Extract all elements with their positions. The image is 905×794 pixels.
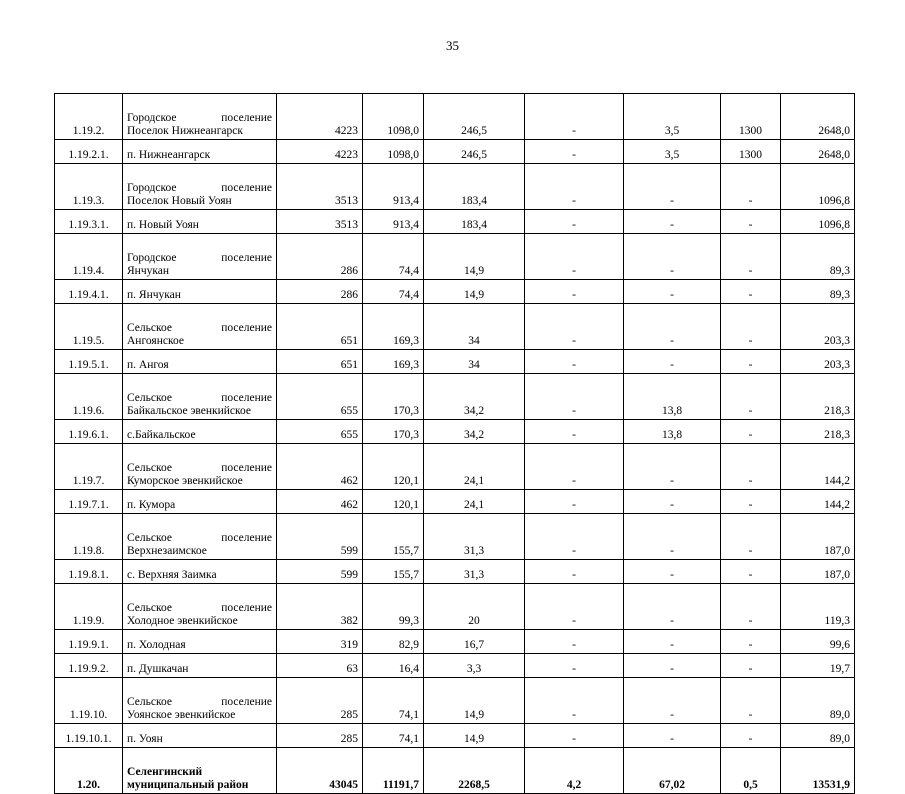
settlement-name-cell — [123, 514, 277, 560]
value-col-2-cell: 14,9 — [424, 280, 525, 304]
row-number-cell: 1.19.8.1. — [55, 560, 123, 584]
value-col-4-cell: - — [624, 630, 721, 654]
total-value-cell: 218,3 — [781, 420, 855, 444]
value-col-5-cell: 1300 — [721, 94, 781, 140]
value-col-4-cell: - — [624, 654, 721, 678]
value-col-1-cell: 1098,0 — [363, 140, 424, 164]
value-col-5-cell: - — [721, 420, 781, 444]
settlement-name-line: п. Душкачан — [127, 663, 189, 675]
population-cell: 651 — [277, 304, 363, 350]
table-body — [55, 94, 855, 794]
settlement-name-line: п. Ангоя — [127, 359, 169, 371]
settlement-name-cell — [123, 164, 277, 210]
value-col-1-cell: 74,4 — [363, 234, 424, 280]
value-col-3-cell: - — [525, 678, 624, 724]
table-row — [55, 210, 855, 234]
name-word: Городское — [127, 112, 177, 124]
table-row — [55, 630, 855, 654]
settlement-name-cell — [123, 94, 277, 140]
value-col-2-cell: 3,3 — [424, 654, 525, 678]
value-col-1-cell: 120,1 — [363, 490, 424, 514]
value-col-3-cell: - — [525, 140, 624, 164]
settlement-name-line — [127, 322, 272, 335]
population-cell: 3513 — [277, 210, 363, 234]
name-word: поселение — [221, 112, 272, 124]
table-total-row — [55, 748, 855, 794]
row-number-cell: 1.19.6.1. — [55, 420, 123, 444]
table-row — [55, 374, 855, 420]
population-cell: 462 — [277, 444, 363, 490]
population-cell: 286 — [277, 234, 363, 280]
settlement-name-line: Уоянское эвенкийское — [127, 709, 236, 721]
population-cell: 4223 — [277, 140, 363, 164]
value-col-4-cell: - — [624, 514, 721, 560]
value-col-3-cell: - — [525, 210, 624, 234]
table-row — [55, 444, 855, 490]
total-value-cell: 203,3 — [781, 350, 855, 374]
name-word: Сельское — [127, 602, 173, 614]
settlement-name-line: Байкальское эвенкийское — [127, 405, 251, 417]
value-col-2-cell: 246,5 — [424, 94, 525, 140]
value-col-3-cell: - — [525, 304, 624, 350]
value-col-5-cell: - — [721, 678, 781, 724]
value-col-2-cell: 34,2 — [424, 374, 525, 420]
value-col-2-cell: 34,2 — [424, 420, 525, 444]
settlement-name-cell — [123, 748, 277, 794]
settlement-name-line — [127, 392, 272, 405]
value-col-2-cell: 14,9 — [424, 678, 525, 724]
name-word: Городское — [127, 182, 177, 194]
total-value-cell: 187,0 — [781, 514, 855, 560]
value-col-5-cell: - — [721, 444, 781, 490]
settlement-name-cell — [123, 444, 277, 490]
value-col-2-cell: 2268,5 — [424, 748, 525, 794]
value-col-4-cell: - — [624, 210, 721, 234]
row-number-cell: 1.19.7. — [55, 444, 123, 490]
population-cell: 285 — [277, 724, 363, 748]
settlement-name-line: Верхнезаимское — [127, 545, 207, 557]
value-col-1-cell: 913,4 — [363, 164, 424, 210]
table-row — [55, 514, 855, 560]
value-col-4-cell: - — [624, 584, 721, 630]
value-col-1-cell: 16,4 — [363, 654, 424, 678]
total-value-cell: 218,3 — [781, 374, 855, 420]
value-col-5-cell: - — [721, 630, 781, 654]
population-cell: 462 — [277, 490, 363, 514]
total-value-cell: 19,7 — [781, 654, 855, 678]
value-col-4-cell: - — [624, 490, 721, 514]
value-col-2-cell: 34 — [424, 350, 525, 374]
value-col-3-cell: - — [525, 560, 624, 584]
value-col-2-cell: 24,1 — [424, 444, 525, 490]
settlement-name-cell — [123, 304, 277, 350]
settlement-name-cell — [123, 584, 277, 630]
value-col-3-cell: - — [525, 444, 624, 490]
value-col-5-cell: 0,5 — [721, 748, 781, 794]
settlement-name-line: муниципальный район — [127, 779, 249, 791]
settlement-name-line: с.Байкальское — [127, 429, 196, 441]
value-col-4-cell: - — [624, 164, 721, 210]
value-col-3-cell: - — [525, 164, 624, 210]
value-col-3-cell: - — [525, 420, 624, 444]
settlement-name-cell — [123, 280, 277, 304]
settlement-name-line — [127, 602, 272, 615]
total-value-cell: 13531,9 — [781, 748, 855, 794]
value-col-3-cell: - — [525, 724, 624, 748]
name-word: поселение — [221, 322, 272, 334]
name-word: Сельское — [127, 392, 173, 404]
settlement-name-cell — [123, 630, 277, 654]
value-col-2-cell: 246,5 — [424, 140, 525, 164]
value-col-4-cell: 13,8 — [624, 374, 721, 420]
row-number-cell: 1.19.10.1. — [55, 724, 123, 748]
settlement-name-line: Куморское эвенкийское — [127, 475, 243, 487]
table-row — [55, 234, 855, 280]
value-col-5-cell: - — [721, 490, 781, 514]
total-value-cell: 1096,8 — [781, 210, 855, 234]
name-word: поселение — [221, 602, 272, 614]
row-number-cell: 1.20. — [55, 748, 123, 794]
total-value-cell: 89,3 — [781, 280, 855, 304]
value-col-1-cell: 169,3 — [363, 350, 424, 374]
settlement-name-line: п. Уоян — [127, 733, 163, 745]
settlement-name-cell — [123, 724, 277, 748]
value-col-4-cell: - — [624, 560, 721, 584]
value-col-5-cell: - — [721, 514, 781, 560]
value-col-5-cell: - — [721, 584, 781, 630]
population-cell: 285 — [277, 678, 363, 724]
settlement-name-line — [127, 112, 272, 125]
table-row — [55, 584, 855, 630]
settlement-name-line: п. Холодная — [127, 639, 186, 651]
value-col-5-cell: - — [721, 210, 781, 234]
value-col-3-cell: - — [525, 630, 624, 654]
value-col-4-cell: 67,02 — [624, 748, 721, 794]
value-col-1-cell: 155,7 — [363, 514, 424, 560]
value-col-3-cell: - — [525, 654, 624, 678]
name-word: поселение — [221, 392, 272, 404]
name-word: поселение — [221, 252, 272, 264]
value-col-2-cell: 183,4 — [424, 164, 525, 210]
value-col-4-cell: - — [624, 234, 721, 280]
population-cell: 286 — [277, 280, 363, 304]
population-cell: 655 — [277, 420, 363, 444]
table-row — [55, 350, 855, 374]
population-cell: 655 — [277, 374, 363, 420]
settlement-name-cell — [123, 490, 277, 514]
value-col-1-cell: 913,4 — [363, 210, 424, 234]
row-number-cell: 1.19.10. — [55, 678, 123, 724]
settlement-name-line — [127, 532, 272, 545]
page-number: 35 — [446, 38, 459, 53]
value-col-5-cell: - — [721, 560, 781, 584]
value-col-1-cell: 170,3 — [363, 374, 424, 420]
row-number-cell: 1.19.9. — [55, 584, 123, 630]
table-row — [55, 280, 855, 304]
name-word: поселение — [221, 532, 272, 544]
row-number-cell: 1.19.4. — [55, 234, 123, 280]
table-row — [55, 94, 855, 140]
settlement-name-line — [127, 252, 272, 265]
value-col-2-cell: 31,3 — [424, 514, 525, 560]
value-col-2-cell: 20 — [424, 584, 525, 630]
value-col-5-cell: - — [721, 280, 781, 304]
table-row — [55, 164, 855, 210]
row-number-cell: 1.19.7.1. — [55, 490, 123, 514]
row-number-cell: 1.19.3. — [55, 164, 123, 210]
settlement-name-line: Холодное эвенкийское — [127, 615, 238, 627]
table-row — [55, 724, 855, 748]
total-value-cell: 2648,0 — [781, 140, 855, 164]
value-col-4-cell: - — [624, 724, 721, 748]
value-col-5-cell: - — [721, 234, 781, 280]
name-word: Сельское — [127, 532, 173, 544]
row-number-cell: 1.19.5.1. — [55, 350, 123, 374]
table-row — [55, 678, 855, 724]
value-col-3-cell: - — [525, 374, 624, 420]
table-row — [55, 560, 855, 584]
name-word: Сельское — [127, 462, 173, 474]
row-number-cell: 1.19.6. — [55, 374, 123, 420]
value-col-3-cell: - — [525, 94, 624, 140]
value-col-5-cell: - — [721, 724, 781, 748]
row-number-cell: 1.19.9.1. — [55, 630, 123, 654]
value-col-2-cell: 31,3 — [424, 560, 525, 584]
row-number-cell: 1.19.2.1. — [55, 140, 123, 164]
total-value-cell: 1096,8 — [781, 164, 855, 210]
value-col-1-cell: 74,1 — [363, 678, 424, 724]
value-col-1-cell: 120,1 — [363, 444, 424, 490]
value-col-5-cell: - — [721, 654, 781, 678]
settlement-name-cell — [123, 420, 277, 444]
settlement-name-cell — [123, 350, 277, 374]
name-word: поселение — [221, 696, 272, 708]
settlement-name-cell — [123, 654, 277, 678]
value-col-4-cell: - — [624, 280, 721, 304]
name-word: Городское — [127, 252, 177, 264]
population-cell: 599 — [277, 514, 363, 560]
settlement-name-cell — [123, 234, 277, 280]
value-col-1-cell: 74,1 — [363, 724, 424, 748]
population-cell: 3513 — [277, 164, 363, 210]
value-col-3-cell: - — [525, 490, 624, 514]
value-col-3-cell: - — [525, 280, 624, 304]
total-value-cell: 89,3 — [781, 234, 855, 280]
settlement-name-line: Ангоянское — [127, 335, 184, 347]
value-col-4-cell: 3,5 — [624, 94, 721, 140]
value-col-4-cell: 13,8 — [624, 420, 721, 444]
row-number-cell: 1.19.5. — [55, 304, 123, 350]
value-col-1-cell: 82,9 — [363, 630, 424, 654]
value-col-3-cell: 4,2 — [525, 748, 624, 794]
value-col-5-cell: - — [721, 350, 781, 374]
settlement-data-table — [54, 93, 855, 794]
table-row — [55, 140, 855, 164]
settlement-name-line: п. Нижнеангарск — [127, 149, 211, 161]
value-col-2-cell: 14,9 — [424, 724, 525, 748]
total-value-cell: 144,2 — [781, 490, 855, 514]
value-col-1-cell: 1098,0 — [363, 94, 424, 140]
population-cell: 319 — [277, 630, 363, 654]
name-word: Сельское — [127, 696, 173, 708]
settlement-name-line: Янчукан — [127, 265, 170, 277]
population-cell: 599 — [277, 560, 363, 584]
value-col-2-cell: 34 — [424, 304, 525, 350]
value-col-2-cell: 24,1 — [424, 490, 525, 514]
value-col-3-cell: - — [525, 350, 624, 374]
row-number-cell: 1.19.8. — [55, 514, 123, 560]
total-value-cell: 119,3 — [781, 584, 855, 630]
value-col-5-cell: - — [721, 304, 781, 350]
name-word: поселение — [221, 182, 272, 194]
total-value-cell: 187,0 — [781, 560, 855, 584]
value-col-5-cell: 1300 — [721, 140, 781, 164]
settlement-name-line: Поселок Новый Уоян — [127, 195, 232, 207]
value-col-3-cell: - — [525, 584, 624, 630]
settlement-name-cell — [123, 560, 277, 584]
value-col-4-cell: 3,5 — [624, 140, 721, 164]
settlement-name-cell — [123, 140, 277, 164]
population-cell: 651 — [277, 350, 363, 374]
name-word: Сельское — [127, 322, 173, 334]
settlement-name-line: п. Янчукан — [127, 289, 181, 301]
row-number-cell: 1.19.9.2. — [55, 654, 123, 678]
value-col-2-cell: 16,7 — [424, 630, 525, 654]
settlement-name-line: с. Верхняя Заимка — [127, 569, 217, 581]
row-number-cell: 1.19.2. — [55, 94, 123, 140]
value-col-5-cell: - — [721, 374, 781, 420]
value-col-1-cell: 169,3 — [363, 304, 424, 350]
settlement-name-line — [127, 696, 272, 709]
value-col-2-cell: 14,9 — [424, 234, 525, 280]
settlement-name-line: Селенгинский — [127, 766, 203, 778]
value-col-1-cell: 170,3 — [363, 420, 424, 444]
settlement-name-line: п. Новый Уоян — [127, 219, 199, 231]
settlement-name-cell — [123, 678, 277, 724]
settlement-name-line — [127, 462, 272, 475]
population-cell: 4223 — [277, 94, 363, 140]
value-col-5-cell: - — [721, 164, 781, 210]
value-col-3-cell: - — [525, 234, 624, 280]
settlement-name-line: Поселок Нижнеангарск — [127, 125, 243, 137]
table-row — [55, 420, 855, 444]
value-col-2-cell: 183,4 — [424, 210, 525, 234]
row-number-cell: 1.19.4.1. — [55, 280, 123, 304]
population-cell: 382 — [277, 584, 363, 630]
row-number-cell: 1.19.3.1. — [55, 210, 123, 234]
name-word: поселение — [221, 462, 272, 474]
value-col-1-cell: 74,4 — [363, 280, 424, 304]
value-col-3-cell: - — [525, 514, 624, 560]
population-cell: 43045 — [277, 748, 363, 794]
settlement-name-cell — [123, 374, 277, 420]
value-col-4-cell: - — [624, 444, 721, 490]
total-value-cell: 203,3 — [781, 304, 855, 350]
settlement-name-line: п. Кумора — [127, 499, 176, 511]
value-col-4-cell: - — [624, 350, 721, 374]
table-row — [55, 490, 855, 514]
value-col-4-cell: - — [624, 678, 721, 724]
value-col-1-cell: 99,3 — [363, 584, 424, 630]
total-value-cell: 99,6 — [781, 630, 855, 654]
table-row — [55, 304, 855, 350]
total-value-cell: 89,0 — [781, 724, 855, 748]
table-row — [55, 654, 855, 678]
settlement-name-line — [127, 182, 272, 195]
total-value-cell: 144,2 — [781, 444, 855, 490]
value-col-1-cell: 155,7 — [363, 560, 424, 584]
value-col-4-cell: - — [624, 304, 721, 350]
settlement-name-cell — [123, 210, 277, 234]
population-cell: 63 — [277, 654, 363, 678]
value-col-1-cell: 11191,7 — [363, 748, 424, 794]
total-value-cell: 2648,0 — [781, 94, 855, 140]
total-value-cell: 89,0 — [781, 678, 855, 724]
